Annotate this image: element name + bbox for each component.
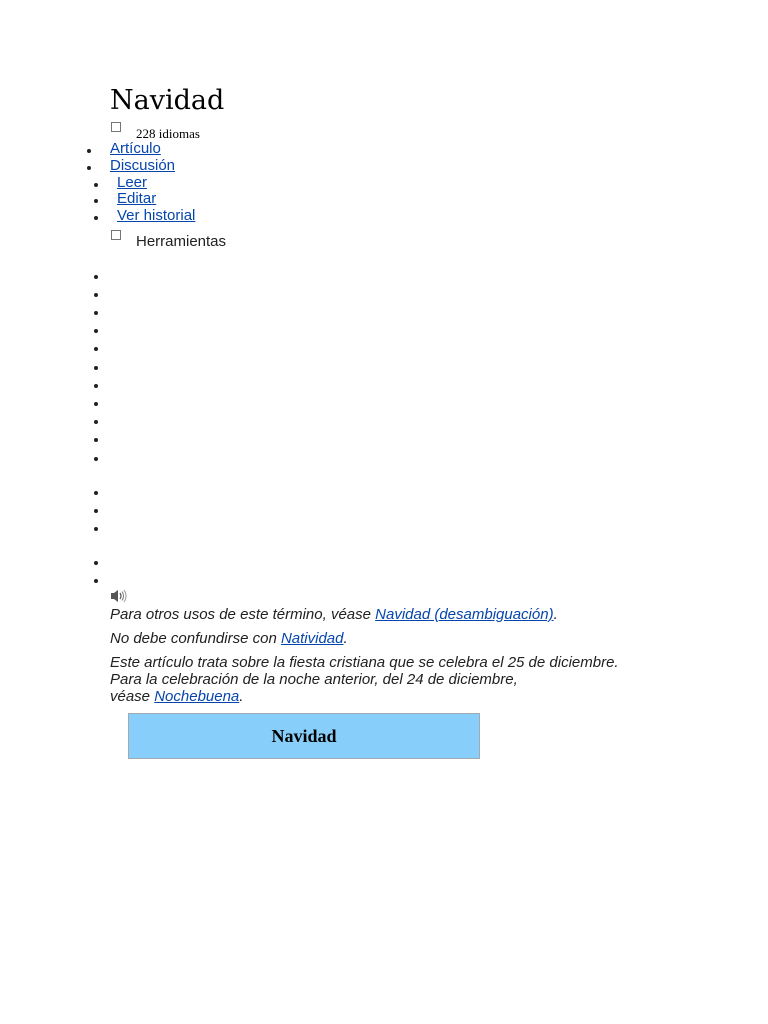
hatnote-about: Este artículo trata sobre la fiesta cristiana que se celebra el 25 de diciembre. Para la celebración de la noche anterior, del 24 de diciembre, véase Nochebuena. [110,654,619,705]
page-title: Navidad [110,85,225,116]
languages-checkbox[interactable] [111,122,121,132]
tools-list-item [94,293,98,297]
tools-list-item [94,402,98,406]
hatnote-other-uses: Para otros usos de este término, véase Navidad (desambiguación). [110,606,558,623]
list-bullet [94,216,98,220]
list-bullet [87,166,91,170]
speaker-icon[interactable] [110,589,128,603]
tab-article[interactable]: Artículo [110,140,161,157]
tab-edit[interactable]: Editar [117,190,157,207]
disambiguation-link[interactable]: Navidad (desambiguación) [375,606,554,623]
tools-list-item [94,438,98,442]
tools-list-item [94,311,98,315]
tools-list-item [94,420,98,424]
tools-list-item [94,579,98,583]
tools-list-item [94,329,98,333]
list-bullet [94,183,98,187]
list-bullet [94,199,98,203]
tools-list-item [94,366,98,370]
languages-label[interactable]: 228 idiomas [136,126,200,141]
tab-discussion[interactable]: Discusión [110,157,176,174]
tools-list-item [94,275,98,279]
tools-list-item [94,457,98,461]
tools-list-item [94,347,98,351]
natividad-link[interactable]: Natividad [280,630,344,647]
hatnote-not-confuse: No debe confundirse con Natividad. [110,630,348,647]
tools-list-item [94,491,98,495]
tools-list-item [94,527,98,531]
tab-read[interactable]: Leer [117,174,148,191]
nochebuena-link[interactable]: Nochebuena [154,688,240,705]
tab-history[interactable]: Ver historial [117,207,196,224]
list-bullet [87,149,91,153]
tools-label[interactable]: Herramientas [136,233,227,250]
tools-list-item [94,384,98,388]
tools-list-item [94,561,98,565]
tools-list-item [94,509,98,513]
tools-checkbox[interactable] [111,230,121,240]
infobox-title: Navidad [128,713,480,759]
